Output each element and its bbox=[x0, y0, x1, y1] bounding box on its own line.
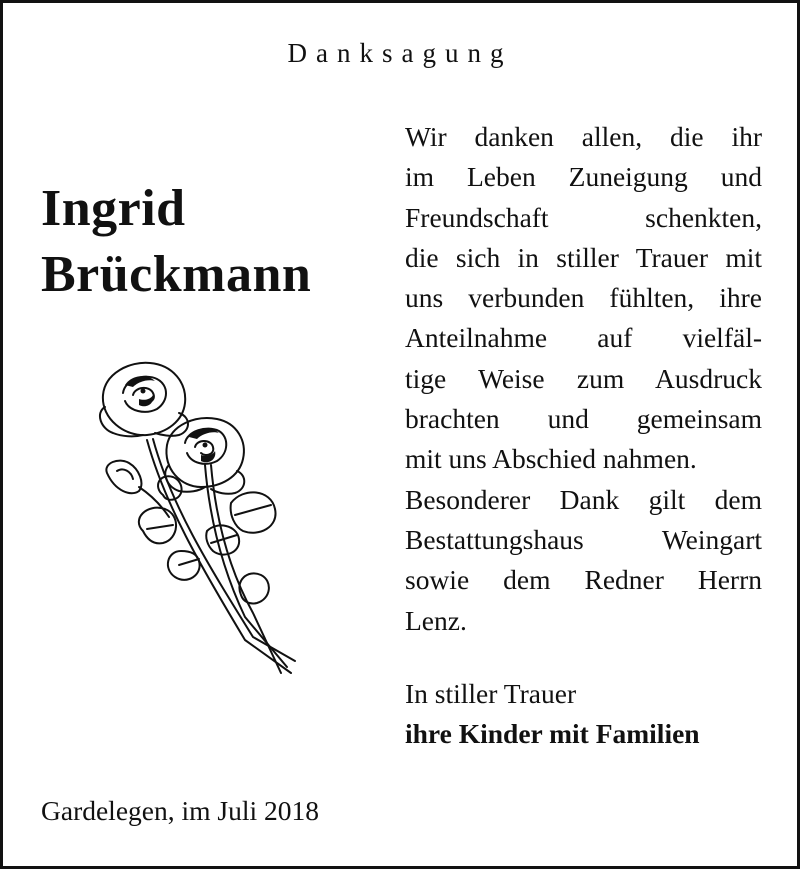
message-line: Besonderer Dank gilt dem bbox=[405, 483, 762, 515]
closing-phrase: In stiller Trauer bbox=[405, 678, 577, 709]
place-and-date: Gardelegen, im Juli 2018 bbox=[41, 795, 319, 826]
message-line: brachten und gemeinsam bbox=[405, 403, 762, 435]
message-line: Wir danken allen, die ihr bbox=[405, 121, 762, 152]
mourners-name: ihre Kinder mit Familien bbox=[405, 718, 700, 749]
notice-heading: Danksagung bbox=[287, 38, 513, 68]
roses-icon bbox=[95, 355, 305, 675]
message-line: im Leben Zuneigung und bbox=[405, 161, 762, 193]
message-line: sowie dem Redner Herrn bbox=[405, 564, 762, 596]
message-line: mit uns Abschied nahmen. bbox=[405, 443, 697, 475]
deceased-name bbox=[41, 176, 311, 308]
message-line: uns verbunden fühlten, ihre bbox=[405, 282, 762, 314]
thank-you-message bbox=[405, 117, 762, 641]
message-line: Bestattungshaus Weingart bbox=[405, 523, 762, 555]
signature-block bbox=[405, 674, 700, 754]
message-line: die sich in stiller Trauer mit bbox=[405, 241, 762, 273]
message-line: Freundschaft schenkten, bbox=[405, 201, 762, 233]
deceased-last-name: Brückmann bbox=[41, 246, 312, 303]
deceased-first-name: Ingrid bbox=[41, 180, 186, 237]
message-line: Lenz. bbox=[405, 604, 467, 636]
message-line: tige Weise zum Ausdruck bbox=[405, 362, 762, 394]
message-line: Anteilnahme auf vielfäl- bbox=[405, 322, 762, 354]
